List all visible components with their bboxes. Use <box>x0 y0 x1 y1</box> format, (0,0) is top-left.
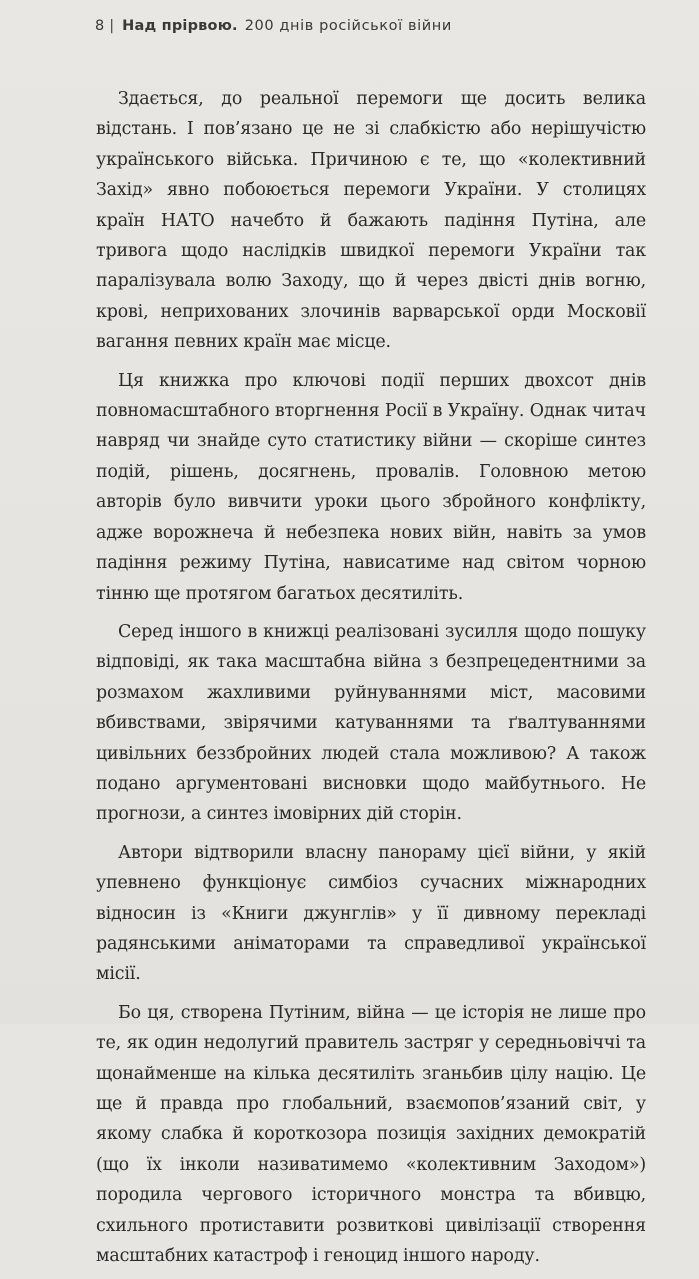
page-number: 8 <box>95 18 105 34</box>
book-title: Над прірвою. <box>122 18 238 34</box>
paragraph-3: Серед іншого в книжці реалізовані зусилля щодо пошуку відповіді, як така масштабна війна з безпрецедентними за розмахом жахливими руйнуваннями міст, масовими вбивствами, звірячими катуваннями та ґвалтуваннями цивільних беззбройних людей стала можливою? А також подано аргументовані висновки щодо майбутнього. Не прогнози, а синтез імовірних дій сторін. <box>96 621 646 825</box>
header-separator: | <box>109 18 115 34</box>
paragraph-4: Автори відтворили власну панораму цієї війни, у якій упевнено функціонує симбіоз сучасних міжнародних відносин із «Книги джунглів» у її дивному перекладі радянськими аніматорами та справедливої української місії. <box>96 842 646 985</box>
body-text <box>96 84 646 1279</box>
paragraph-1: Здається, до реальної перемоги ще досить велика відстань. І пов’язано це не зі слабкістю або нерішучістю українського війська. Причиною є те, що «колективний Захід» явно побоюється перемоги України. У столицях країн НАТО начебто й бажають падіння Путіна, але тривога щодо наслідків швидкої перемоги України так паралізувала волю Заходу, що й через двісті днів вогню, крові, неприхованих злочинів варварської орди Московії вагання певних країн має місце. <box>96 89 646 353</box>
paragraph-2: Ця книжка про ключові події перших двохсот днів повномасштабного вторгнення Росії в Україну. Однак читач навряд чи знайде суто статистику війни — скоріше синтез подій, рішень, досягнень, провалів. Головною метою авторів було вивчити уроки цього збройного конфлікту, адже ворожнеча й небезпека нових війн, навіть за умов падіння режиму Путіна, нависатиме над світом чорною тінню ще протягом багатьох десятиліть. <box>96 370 646 604</box>
running-header <box>95 18 452 34</box>
book-subtitle: 200 днів російської війни <box>244 18 452 34</box>
paragraph-5: Бо ця, створена Путіним, війна — це історія не лише про те, як один недолугий правитель застряг у середньовіччі та щонайменше на кілька десятиліть зганьбив цілу націю. Це ще й правда про глобальний, взаємопов’язаний світ, у якому слабка й короткозора позиція західних демократій (що їх інколи називатимемо «колективним Заходом») породила чергового історичного монстра та вбивцю, схильного протиставити розвиткові цивілізації створення масштабних катастроф і геноцид іншого народу. <box>96 1002 646 1267</box>
